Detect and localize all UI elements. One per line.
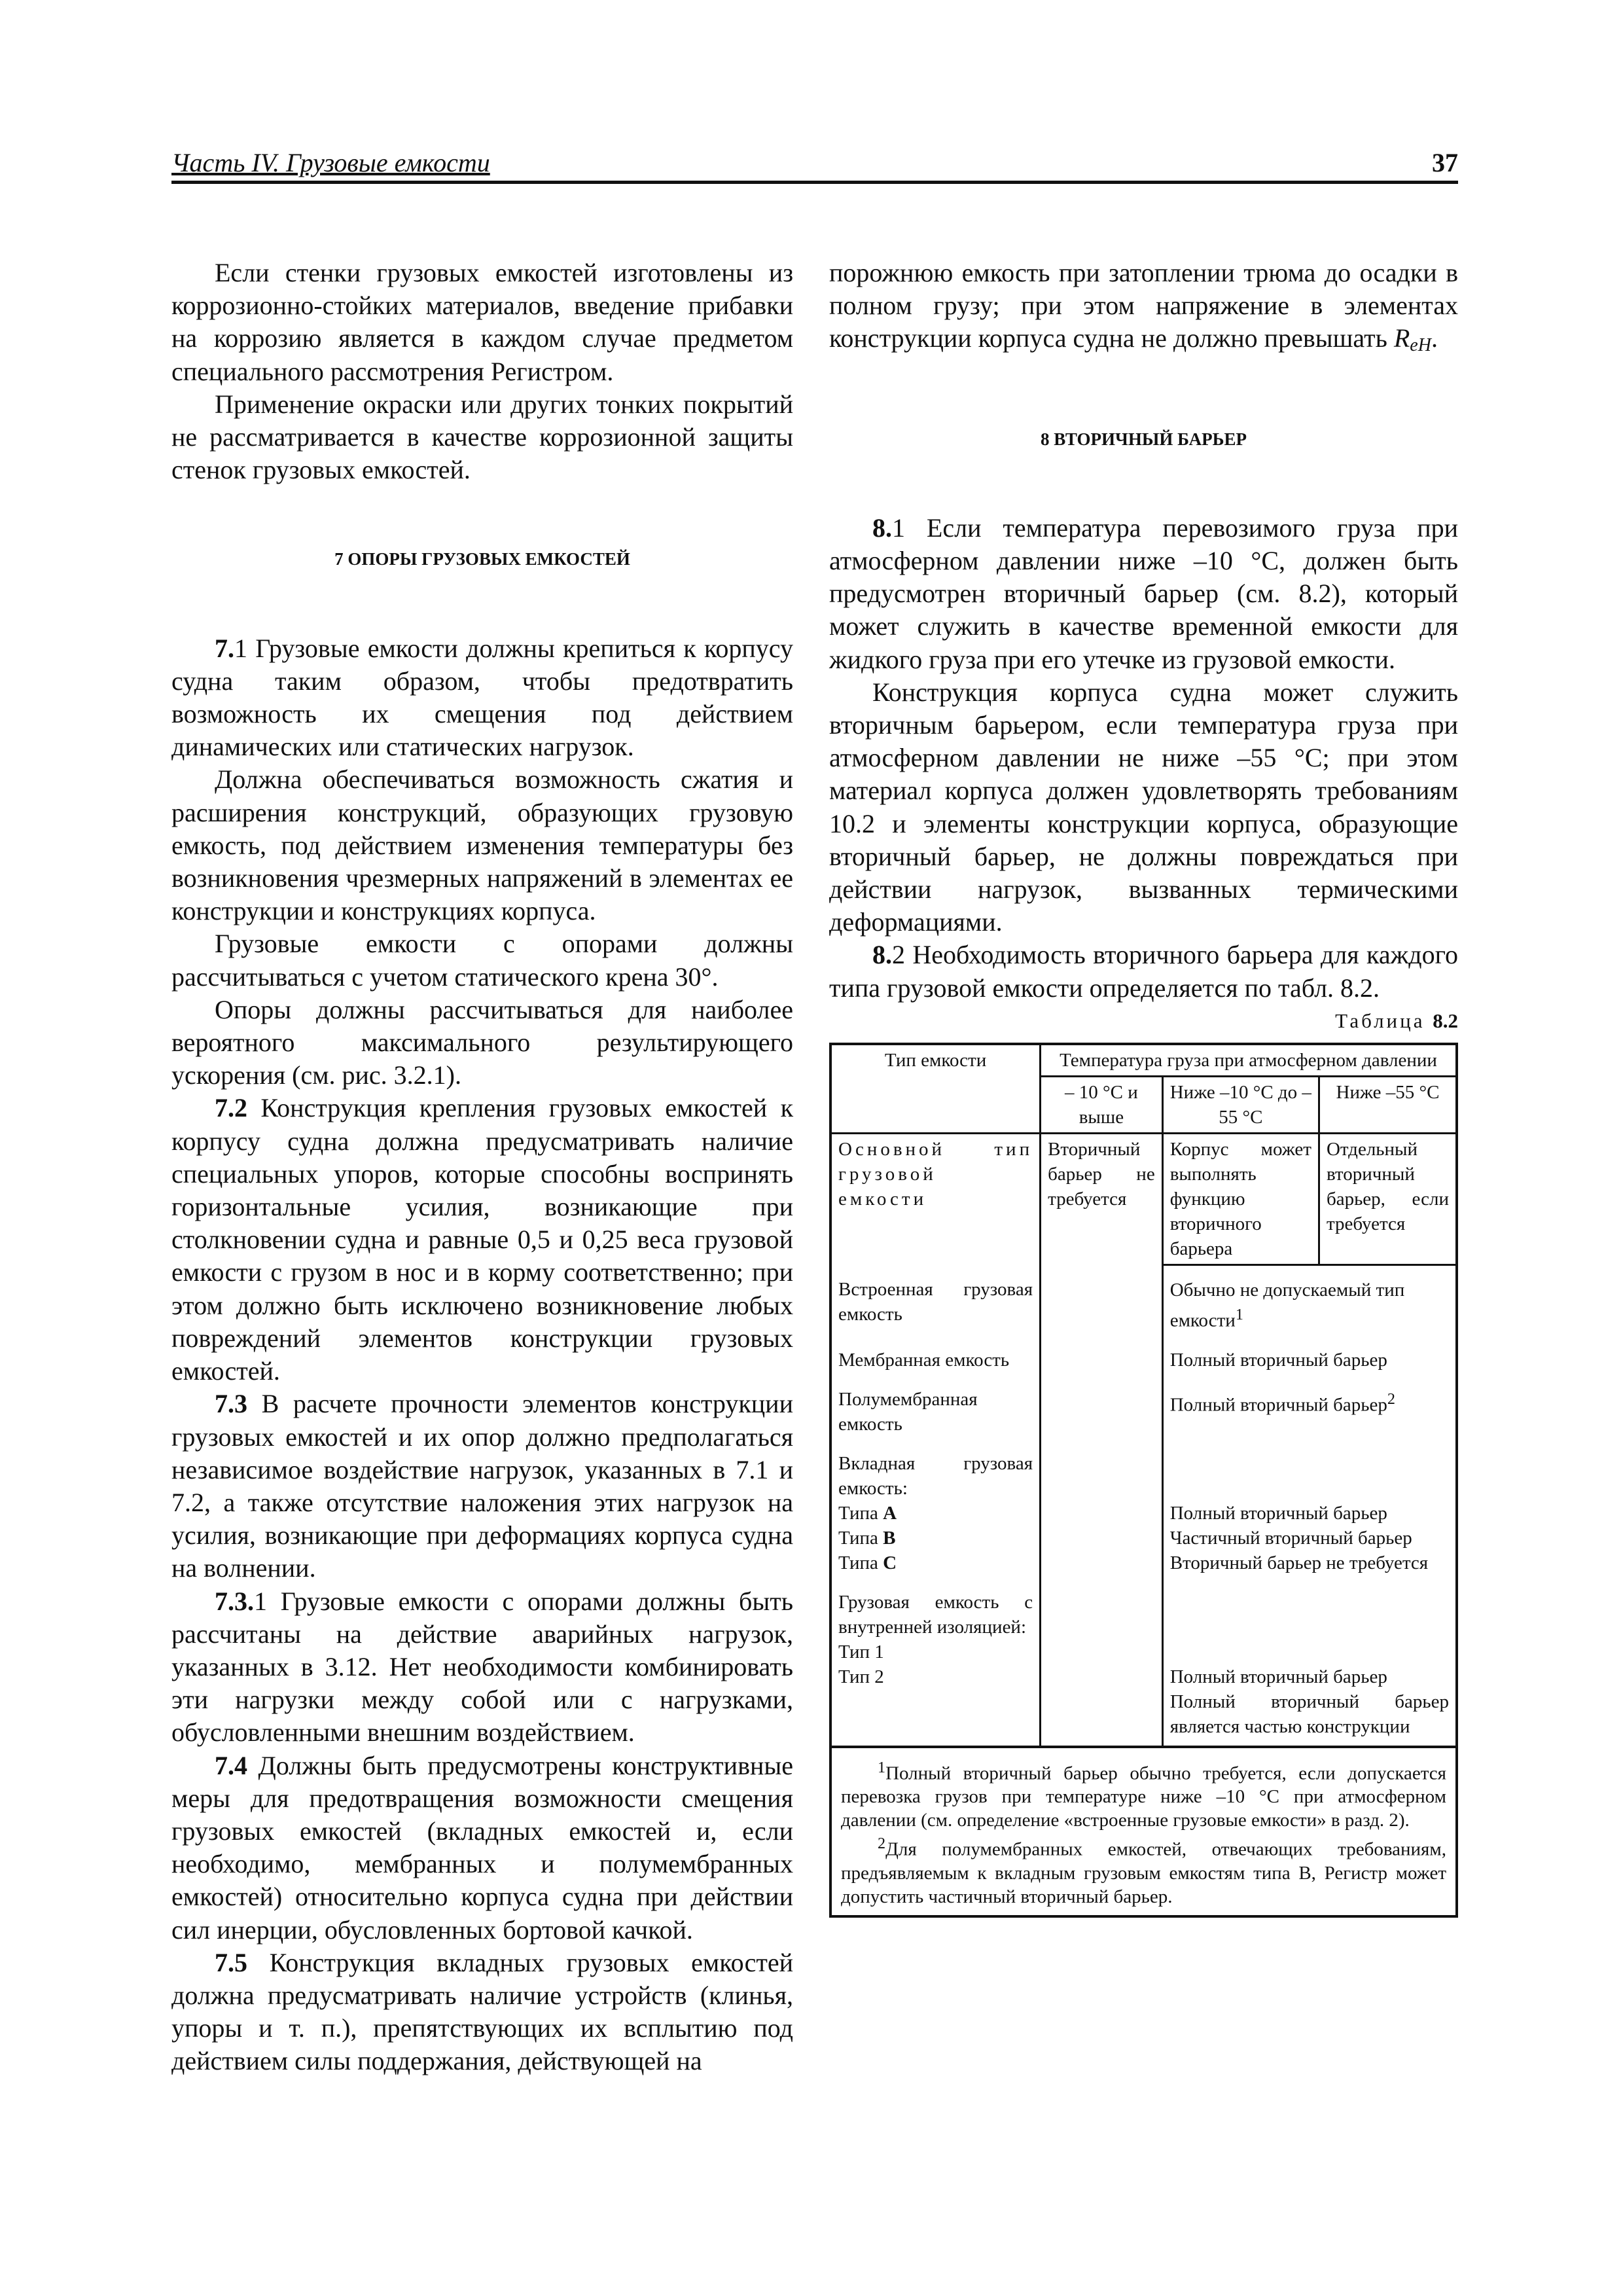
subtype-c: Типа С xyxy=(838,1552,897,1573)
footnote-ref: 2 xyxy=(1387,1390,1395,1408)
subtype-a: Типа А xyxy=(838,1502,897,1524)
row-type xyxy=(830,1134,1041,1265)
cell-text: Полный вторичный барьер является частью конструкции xyxy=(1169,1691,1449,1737)
footnote-text: Для полумембранных емкостей, отвечающих требованиям, предъявляемым к вкладным грузовым емкостям типа В, Регистр может допустить частичный вторичный барьер. xyxy=(841,1839,1446,1908)
cell: Полный вторичный барьер xyxy=(1162,1336,1457,1375)
cell xyxy=(1041,1578,1163,1747)
table-row xyxy=(830,1265,1457,1336)
paragraph: Грузовые емкости с опорами должны рассчитываться с учетом статического крена 30°. xyxy=(171,929,793,992)
header-temp-range-2: Ниже –10 °С до –55 °С xyxy=(1162,1077,1319,1134)
clause-7-1 xyxy=(171,632,793,764)
section-heading-7: 7 ОПОРЫ ГРУЗОВЫХ ЕМКОСТЕЙ xyxy=(334,549,630,569)
table-row xyxy=(830,1134,1457,1265)
clause-8-1 xyxy=(829,512,1458,676)
clause-text: 1 Грузовые емкости должны крепиться к корпусу судна таким образом, чтобы предотвратить возможность их смещения под действием динамических или статических нагрузок. xyxy=(171,633,793,762)
cell-text: Тип 2 xyxy=(838,1666,884,1687)
clause-number: 8. xyxy=(872,512,892,543)
clause-number: 7.5 xyxy=(215,1947,247,1977)
clause-text: Должны быть предусмотрены конструктивные меры для предотвращения возможности смещения грузовых емкостей (вкладных емкостей и, если необходимо, мембранных и полумембранных емкостей) относительно корпуса судна при действии сил инерции, обусловленных бортовой качкой. xyxy=(171,1750,793,1945)
cell-text: Грузовая емкость с внутренней изоляцией: xyxy=(838,1591,1033,1638)
header-temp-range-3: Ниже –55 °С xyxy=(1319,1077,1457,1134)
row-type: Полумембранная емкость xyxy=(830,1375,1041,1439)
clause-number: 7.3. xyxy=(215,1586,254,1616)
caption-number: 8.2 xyxy=(1433,1009,1458,1032)
clause-text: Конструкция вкладных грузовых емкостей должна предусматривать наличие устройств (клинья, упоры и т. п.), препятствующих их всплытию под действием силы поддержания, действующей на xyxy=(171,1947,793,2076)
clause-7-3 xyxy=(171,1388,793,1585)
section-heading-8: 8 ВТОРИЧНЫЙ БАРЬЕР xyxy=(1041,429,1247,449)
row-type: Встроенная грузовая емкость xyxy=(830,1265,1041,1336)
header-tank-type: Тип емкости xyxy=(830,1044,1041,1134)
footnote-mark: 2 xyxy=(878,1835,886,1853)
cell: Корпус может выполнять функцию вторичного барьера xyxy=(1162,1134,1319,1265)
cell: Отдельный вторичный барьер, если требуется xyxy=(1319,1134,1457,1265)
cell xyxy=(1162,1265,1457,1336)
clause-text: В расчете прочности элементов конструкции грузовых емкостей и их опор должно предполагаться независимое воздействие нагрузок, указанных в 7.1 и 7.2, а также отсутствие наложения этих нагрузок на усилия, возникающие при деформациях корпуса судна на волнении. xyxy=(171,1389,793,1583)
cell-text: Вкладная грузовая емкость: xyxy=(838,1452,1033,1499)
cell: Вторичный барьер не требуется xyxy=(1041,1134,1163,1265)
paragraph: Применение окраски или других тонких покрытий не рассматривается в качестве коррозионной защиты стенок грузовых емкостей. xyxy=(171,389,793,485)
clause-number: 7.4 xyxy=(215,1750,247,1780)
cell xyxy=(1041,1439,1163,1578)
cell xyxy=(1041,1336,1163,1375)
table-8-2 xyxy=(829,1043,1458,1918)
clause-text: 1 Грузовые емкости с опорами должны быть рассчитаны на действие аварийных нагрузок, указанных в 3.12. Нет необходимости комбинировать эти нагрузки между собой или с нагрузками, обусловленными внешним воздействием. xyxy=(171,1586,793,1748)
clause-text: 1 Если температура перевозимого груза при атмосферном давлении ниже –10 °С, должен быть предусмотрен вторичный барьер (см. 8.2), который может служить в качестве временной емкости для жидкого груза при его утечке из грузовой емкости. xyxy=(829,512,1458,674)
paragraph-end: . xyxy=(1431,323,1438,353)
cell xyxy=(1041,1375,1163,1439)
clause-number: 7.3 xyxy=(215,1389,247,1419)
table-row xyxy=(830,1375,1457,1439)
clause-text: Конструкция крепления грузовых емкостей к корпусу судна должна предусматривать наличие специальных упоров, которые способны воспринять горизонтальные усилия, возникающие при столкновении судна и равные 0,5 и 0,25 веса грузовой емкости с грузом в нос и в корму соответственно; при этом должно быть исключено возникновение любых повреждений элементов конструкции грузовых емкостей. xyxy=(171,1093,793,1386)
right-column xyxy=(829,257,1458,1918)
clause-number: 7. xyxy=(215,633,234,663)
cell-text: Основной тип грузовой емкости xyxy=(838,1139,1033,1210)
table-caption xyxy=(829,1005,1458,1037)
cell-text: Частичный вторичный барьер xyxy=(1169,1527,1412,1549)
cell-text: Вторичный барьер не требуется xyxy=(1169,1552,1429,1573)
paragraph-text: порожнюю емкость при затоплении трюма до осадки в полном грузу; при этом напряжение в элементах конструкции корпуса судна не должно превышать xyxy=(829,258,1458,353)
paragraph: Если стенки грузовых емкостей изготовлены из коррозионно-стойких материалов, введение прибавки на коррозию является в каждом случае предметом специального рассмотрения Регистром. xyxy=(171,258,793,386)
table-header-row xyxy=(830,1044,1457,1077)
paragraph: Должна обеспечиваться возможность сжатия и расширения конструкций, образующих грузовую емкость, под действием изменения температуры без возникновения чрезмерных напряжений в элементах ее конструкции и конструкциях корпуса. xyxy=(171,764,793,926)
footnote-mark: 1 xyxy=(878,1758,886,1776)
clause-7-2 xyxy=(171,1092,793,1388)
table-row xyxy=(830,1439,1457,1578)
clause-8-2 xyxy=(829,939,1458,1004)
header-temperature: Температура груза при атмосферном давлении xyxy=(1041,1044,1457,1077)
paragraph: Опоры должны рассчитываться для наиболее вероятного максимального результирующего ускорения (см. рис. 3.2.1). xyxy=(171,994,793,1090)
cell-text: Полный вторичный барьер xyxy=(1169,1666,1387,1687)
clause-7-4 xyxy=(171,1749,793,1946)
page-number: 37 xyxy=(1432,148,1458,177)
header-temp-range-1: – 10 °С и выше xyxy=(1041,1077,1163,1134)
row-type: Мембранная емкость xyxy=(830,1336,1041,1375)
footnote-text: Полный вторичный барьер обычно требуется, если допускается перевозка грузов при температуре ниже –10 °С при атмосферном давлении (см. определение «встроенные грузовые емкости» в разд. 2). xyxy=(841,1763,1446,1831)
clause-number: 7.2 xyxy=(215,1093,247,1123)
caption-text: Таблица xyxy=(1335,1009,1433,1032)
clause-7-3-1 xyxy=(171,1585,793,1749)
footnote-1 xyxy=(841,1756,1446,1833)
cell-text: Полный вторичный барьер xyxy=(1169,1394,1387,1416)
table-row xyxy=(830,1578,1457,1747)
clause-7-5 xyxy=(171,1946,793,2078)
clause-text: 2 Необходимость вторичного барьера для каждого типа грузовой емкости определяется по табл. 8.2. xyxy=(829,940,1458,1003)
footnote-2 xyxy=(841,1832,1446,1909)
row-type xyxy=(830,1578,1041,1747)
stress-symbol: R xyxy=(1393,323,1410,353)
cell-text: Тип 1 xyxy=(838,1641,884,1662)
cell-text: Обычно не допускаемый тип емкости xyxy=(1169,1280,1405,1331)
table-row xyxy=(830,1336,1457,1375)
paragraph: Конструкция корпуса судна может служить вторичным барьером, если температура груза при атмосферном давлении не ниже –55 °С; при этом материал корпуса должен удовлетворять требованиям 10.2 и элементы конструкции корпуса, образующие вторичный барьер, не должны повреждаться при действии нагрузок, вызванных термическими деформациями. xyxy=(829,677,1458,937)
cell xyxy=(1162,1439,1457,1578)
cell xyxy=(1041,1265,1163,1336)
row-type xyxy=(830,1439,1041,1578)
footnote-ref: 1 xyxy=(1235,1306,1243,1324)
cell-text: Полный вторичный барьер xyxy=(1169,1502,1387,1524)
page-header xyxy=(171,145,1458,184)
subtype-b: Типа В xyxy=(838,1527,896,1549)
clause-number: 8. xyxy=(872,940,892,970)
cell xyxy=(1162,1578,1457,1747)
table-footnotes xyxy=(830,1747,1457,1916)
cell xyxy=(1162,1375,1457,1439)
left-column xyxy=(171,257,793,2078)
running-title: Часть IV. Грузовые емкости xyxy=(171,148,490,177)
table-footnotes-row xyxy=(830,1747,1457,1916)
paragraph-continued xyxy=(829,257,1458,363)
stress-subscript: eH xyxy=(1410,335,1431,356)
